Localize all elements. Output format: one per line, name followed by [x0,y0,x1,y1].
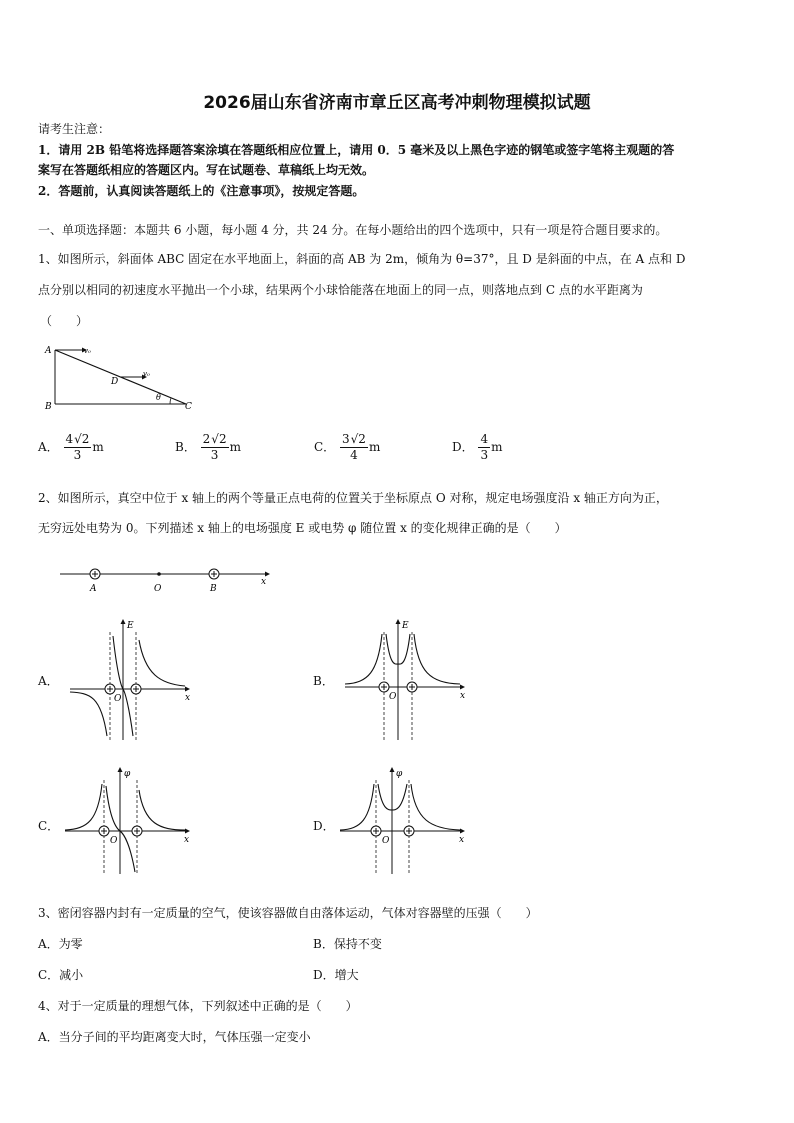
option-letter: A． [38,440,59,454]
origin-dot [157,572,161,576]
charge-left-icon [105,684,115,694]
curve-left-branch [65,784,102,830]
q1-option-c[interactable] [314,432,380,463]
q1-stem-line-2: 点分别以相同的初速度水平抛出一个小球，结果两个小球恰能落在地面上的同一点，则落地点到 C 点的水平距离为 [38,283,643,297]
notice-item-1-line-1: 1．请用 2B 铅笔将选择题答案涂填在答题纸相应位置上，请用 0．5 毫米及以上黑色字迹的钢笔或签字笔将主观题的答 [38,143,675,157]
curve-left-branch [345,634,382,684]
page-title: 2026届山东省济南市章丘区高考冲刺物理模拟试题 [203,93,591,113]
q3-option-a[interactable]: A．为零 [38,937,83,951]
label-x: x [459,835,465,845]
label-origin: O [110,836,118,846]
q1-incline-figure [40,340,200,415]
q2-option-b-letter[interactable]: B． [313,674,334,688]
label-theta: θ [156,393,161,402]
x-axis-arrowhead [185,829,190,834]
q1-option-d[interactable] [452,432,502,463]
label-y: E [127,621,134,631]
curve-right-branch [411,784,460,830]
curve-left-branch [70,692,107,736]
q3-option-d[interactable]: D．增大 [313,968,359,982]
label-x: x [184,835,190,845]
label-origin: O [389,692,397,702]
q2-stem-line-2: 无穷远处电势为 0。下列描述 x 轴上的电场强度 E 或电势 φ 随位置 x 的变化规律正确的是（ ） [38,521,567,535]
label-b: B [210,584,217,594]
charge-left-icon [371,826,381,836]
curve-right-branch [414,634,460,684]
label-y: E [402,621,409,631]
q3-stem: 3、密闭容器内封有一定质量的空气，使该容器做自由落体运动，气体对容器壁的压强（ ） [38,906,538,920]
option-letter: D． [452,440,474,454]
q4-option-a[interactable]: A．当分子间的平均距离变大时，气体压强一定变小 [38,1030,311,1044]
label-origin: O [114,694,122,704]
notice-item-1-line-2: 案写在答题纸相应的答题区内。写在试题卷、草稿纸上均无效。 [38,163,375,177]
option-unit: m [92,440,104,454]
x-axis-arrowhead [265,572,270,577]
q1-stem-line-1: 1、如图所示，斜面体 ABC 固定在水平地面上，斜面的高 AB 为 2m，倾角为 θ=37°，且 D 是斜面的中点，在 A 点和 D [38,252,686,266]
q3-option-c[interactable]: C．减小 [38,968,84,982]
q2-option-d-letter[interactable]: D． [313,819,335,833]
charge-b-icon [209,569,219,579]
option-letter: B． [175,440,196,454]
option-unit: m [491,440,503,454]
angle-arc [170,398,171,404]
label-origin: O [382,836,390,846]
option-fraction: $\frac{4√2}{3}$ [65,432,90,462]
option-letter: C． [314,440,336,454]
option-fraction: $\frac{3√2}{4}$ [342,432,366,462]
option-fraction: $\frac{2√2}{3}$ [202,432,227,462]
q2-graph-d [335,760,470,878]
curve-right-branch [139,640,185,686]
y-axis-arrowhead [396,619,401,624]
option-unit: m [229,440,241,454]
label-x: x [185,693,191,703]
charge-right-icon [407,682,417,692]
q2-option-a-letter[interactable]: A． [38,674,59,688]
y-axis-arrowhead [390,767,395,772]
label-d: D [111,377,119,387]
q2-axis-figure [55,562,275,596]
q2-option-c-letter[interactable]: C． [38,819,60,833]
curve-left-branch [340,784,374,830]
curve-right-branch [139,790,185,830]
q2-graph-c [60,760,195,878]
q2-graph-a [65,612,200,744]
option-unit: m [368,440,381,454]
label-o: O [154,584,162,594]
q3-option-b[interactable]: B．保持不变 [313,937,382,951]
notice-header: 请考生注意： [38,122,111,136]
y-axis-arrowhead [121,619,126,624]
label-v0-a: v₀ [84,347,91,355]
charge-right-icon [132,826,142,836]
y-axis-arrowhead [118,767,123,772]
section-heading: 一、单项选择题：本题共 6 小题，每小题 4 分，共 24 分。在每小题给出的四个选项中，只有一项是符合题目要求的。 [38,223,668,237]
charge-right-icon [404,826,414,836]
label-a: A [90,584,97,594]
charge-left-icon [379,682,389,692]
q4-stem: 4、对于一定质量的理想气体，下列叙述中正确的是（ ） [38,999,358,1013]
x-axis-arrowhead [460,829,465,834]
label-x: x [460,691,466,701]
x-axis-arrowhead [460,685,465,690]
label-a: A [45,346,52,356]
q2-graph-b [340,612,475,744]
charge-left-icon [99,826,109,836]
label-y: φ [396,769,403,779]
q1-option-b[interactable] [175,432,241,463]
notice-item-2: 2．答题前，认真阅读答题纸上的《注意事项》，按规定答题。 [38,184,365,198]
label-c: C [185,402,192,412]
label-x: x [261,577,267,587]
x-axis-arrowhead [185,687,190,692]
q1-option-a[interactable] [38,432,104,463]
charge-right-icon [131,684,141,694]
label-v0-d: v₀ [143,370,150,378]
q1-answer-blank: （ ） [40,314,89,328]
charge-a-icon [90,569,100,579]
label-b: B [45,402,52,412]
q2-stem-line-1: 2、如图所示，真空中位于 x 轴上的两个等量正点电荷的位置关于坐标原点 O 对称，规定电场强度沿 x 轴正方向为正， [38,491,668,505]
label-y: φ [124,769,131,779]
option-fraction: $\frac{4}{3}$ [480,432,489,462]
